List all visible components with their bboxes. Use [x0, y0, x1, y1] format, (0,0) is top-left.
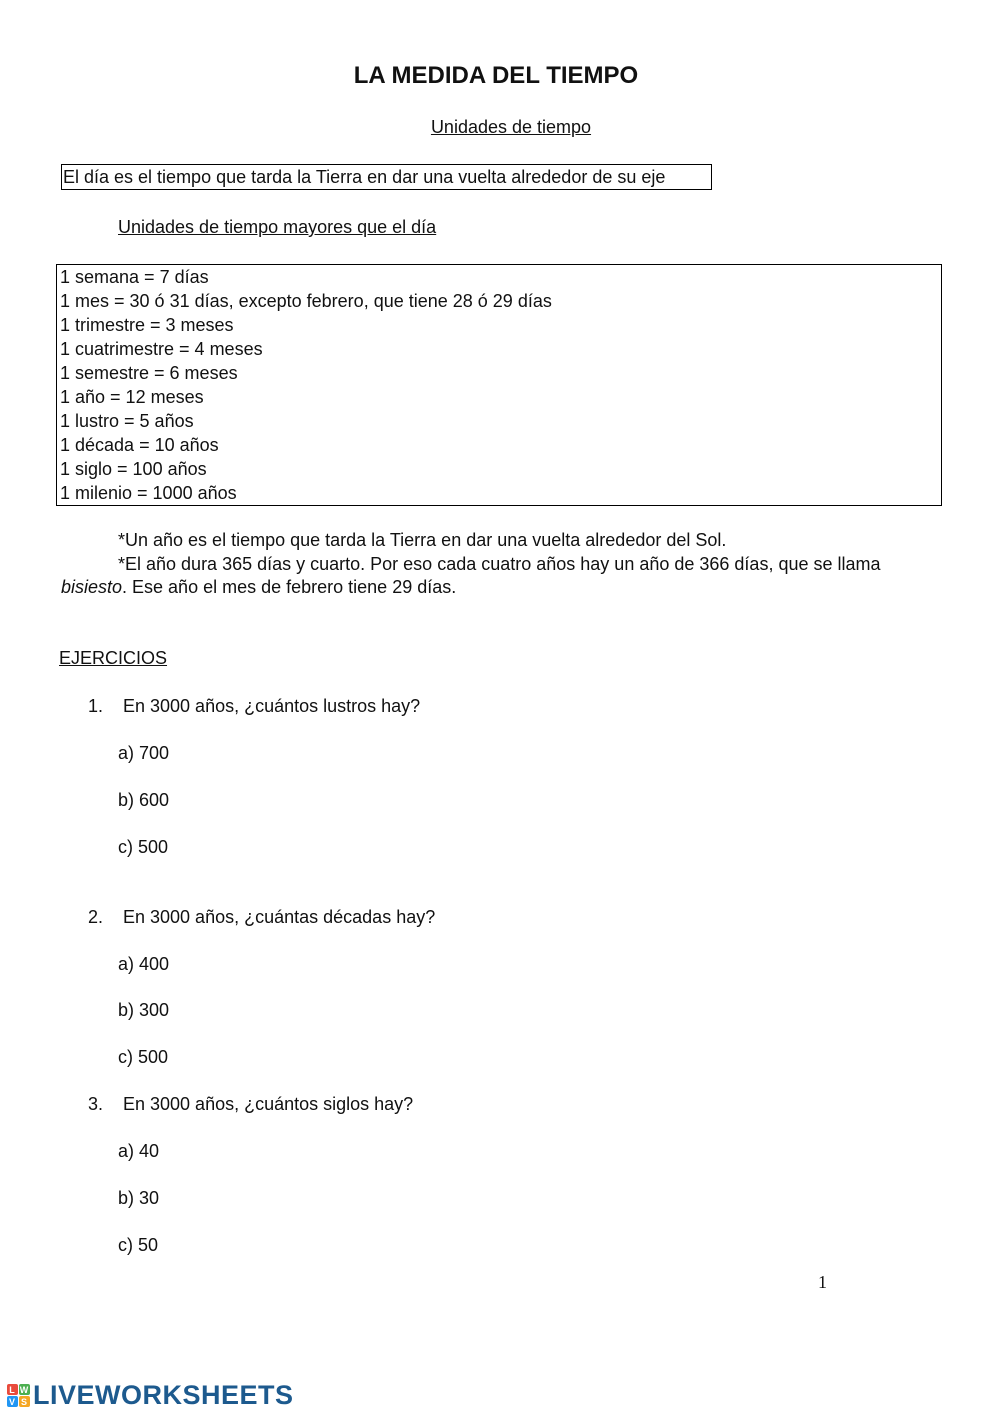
- leap-year-term: bisiesto: [61, 577, 123, 597]
- logo-mark-tile: S: [19, 1396, 30, 1407]
- question-text: En 3000 años, ¿cuántos lustros hay?: [123, 696, 421, 716]
- unit-row: 1 mes = 30 ó 31 días, excepto febrero, que tiene 28 ó 29 días: [60, 291, 552, 311]
- answer-option[interactable]: c) 50: [118, 1235, 159, 1255]
- answer-option[interactable]: b) 30: [118, 1188, 160, 1208]
- answer-option[interactable]: b) 300: [118, 1000, 170, 1020]
- unit-row: 1 milenio = 1000 años: [60, 483, 237, 503]
- leap-year-note: *El año dura 365 días y cuarto. Por eso cada cuatro años hay un año de 366 días, que se llama: [118, 554, 881, 574]
- answer-option[interactable]: c) 500: [118, 837, 169, 857]
- logo-mark-tile: L: [7, 1384, 18, 1395]
- units-table: [56, 264, 942, 506]
- liveworksheets-logo[interactable]: [6, 1380, 294, 1410]
- answer-option[interactable]: a) 700: [118, 743, 170, 763]
- unit-row: 1 semana = 7 días: [60, 267, 209, 287]
- section-subtitle: Unidades de tiempo: [430, 117, 592, 137]
- question-number: 1.: [88, 696, 104, 716]
- logo-text: LIVEWORKSHEETS: [33, 1379, 294, 1410]
- logo-mark-icon: [6, 1383, 30, 1407]
- page-title: LA MEDIDA DEL TIEMPO: [353, 62, 639, 89]
- unit-row: 1 año = 12 meses: [60, 387, 204, 407]
- unit-row: 1 siglo = 100 años: [60, 459, 207, 479]
- unit-row: 1 década = 10 años: [60, 435, 219, 455]
- unit-row: 1 trimestre = 3 meses: [60, 315, 234, 335]
- answer-option[interactable]: a) 40: [118, 1141, 160, 1161]
- answer-option[interactable]: a) 400: [118, 954, 170, 974]
- question-number: 3.: [88, 1094, 104, 1114]
- page-number: 1: [818, 1272, 827, 1292]
- unit-row: 1 semestre = 6 meses: [60, 363, 238, 383]
- logo-mark-tile: V: [7, 1396, 18, 1407]
- unit-row: 1 lustro = 5 años: [60, 411, 194, 431]
- question-text: En 3000 años, ¿cuántas décadas hay?: [123, 907, 436, 927]
- leap-year-note-rest: . Ese año el mes de febrero tiene 29 días.: [122, 577, 457, 597]
- greater-units-heading: Unidades de tiempo mayores que el día: [118, 217, 437, 237]
- unit-row: 1 cuatrimestre = 4 meses: [60, 339, 263, 359]
- day-definition-box: El día es el tiempo que tarda la Tierra en dar una vuelta alrededor de su eje: [61, 164, 712, 190]
- year-definition-note: *Un año es el tiempo que tarda la Tierra en dar una vuelta alrededor del Sol.: [118, 530, 727, 550]
- leap-year-note-continued: [61, 577, 456, 598]
- answer-option[interactable]: c) 500: [118, 1047, 169, 1067]
- question-text: En 3000 años, ¿cuántos siglos hay?: [123, 1094, 414, 1114]
- question-number: 2.: [88, 907, 104, 927]
- exercises-heading: EJERCICIOS: [59, 648, 168, 668]
- answer-option[interactable]: b) 600: [118, 790, 170, 810]
- logo-mark-tile: W: [19, 1384, 29, 1395]
